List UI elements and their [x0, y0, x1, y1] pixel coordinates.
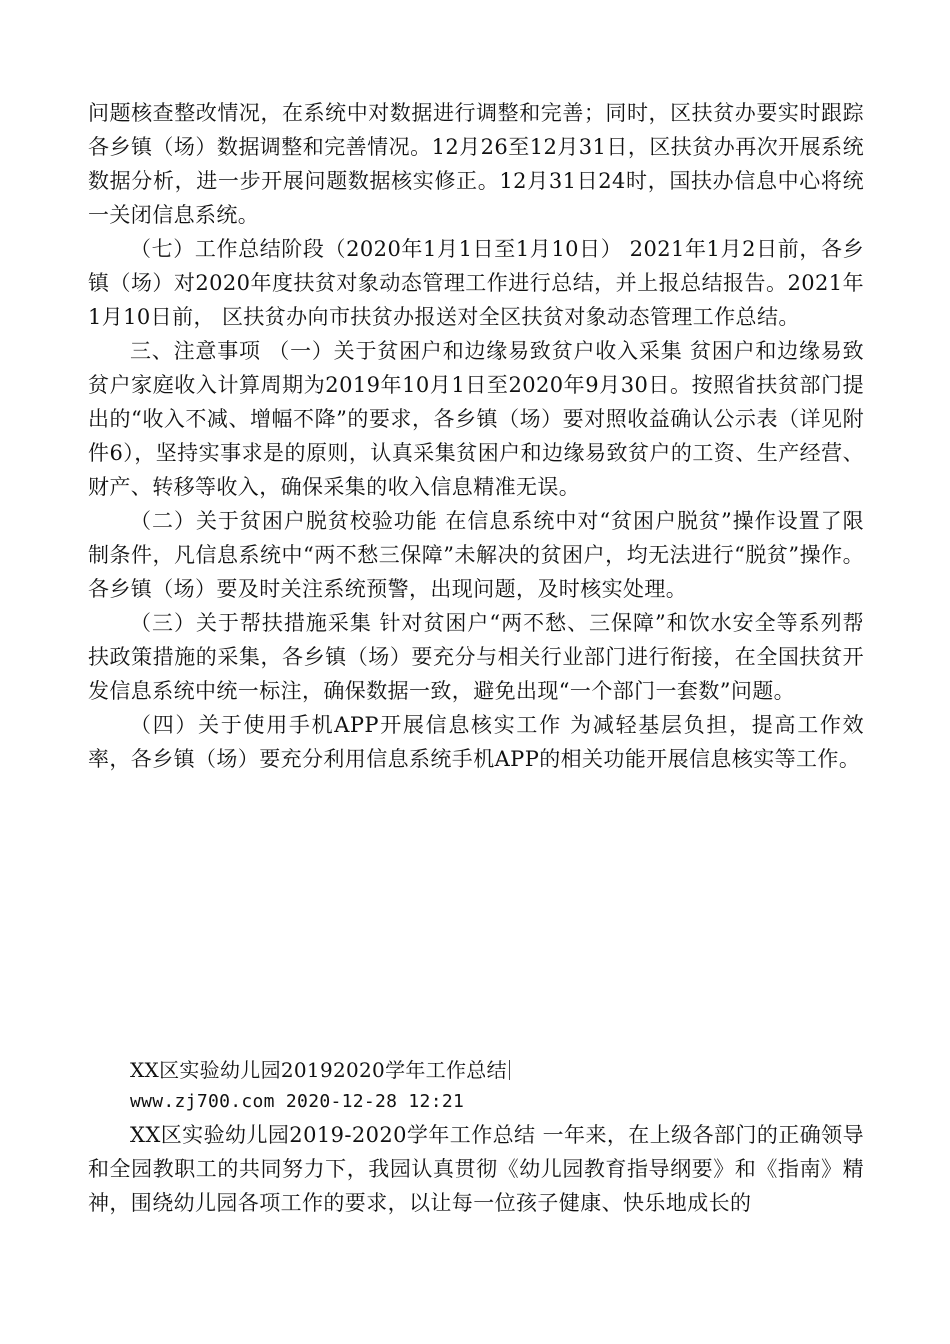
- paragraph: （四）关于使用手机APP开展信息核实工作 为减轻基层负担，提高工作效率，各乡镇（场）要充分利用信息系统手机APP的相关功能开展信息核实等工作。: [88, 713, 864, 771]
- paragraph: （二）关于贫困户脱贫校验功能 在信息系统中对“贫困户脱贫”操作设置了限制条件，凡信息系统中“两不愁三保障”未解决的贫困户，均无法进行“脱贫”操作。各乡镇（场）要及时关注系统预警，出现问题，及时核实处理。: [88, 509, 864, 601]
- paragraph: （三）关于帮扶措施采集 针对贫困户“两不愁、三保障”和饮水安全等系列帮扶政策措施的采集，各乡镇（场）要充分与相关行业部门进行衔接，在全国扶贫开发信息系统中统一标注，确保数据一致，避免出现“一个部门一套数”问题。: [88, 611, 864, 703]
- text-cursor: [509, 1060, 510, 1080]
- article-body: XX区实验幼儿园2019-2020学年工作总结 一年来，在上级各部门的正确领导和全园教职工的共同努力下，我园认真贯彻《幼儿园教育指导纲要》和《指南》精神，围绕幼儿园各项工作的要求，以让每一位孩子健康、快乐地成长的: [88, 1123, 864, 1215]
- article-meta: www.zj700.com 2020-12-28 12:21: [130, 1091, 465, 1112]
- document-body: [88, 96, 864, 776]
- paragraph: 三、注意事项 （一）关于贫困户和边缘易致贫户收入采集 贫困户和边缘易致贫户家庭收入计算周期为2019年10月1日至2020年9月30日。按照省扶贫部门提出的“收入不减、增幅不降”的要求，各乡镇（场）要对照收益确认公示表（详见附件6），坚持实事求是的原则，认真采集贫困户和边缘易致贫户的工资、生产经营、财产、转移等收入，确保采集的收入信息精准无误。: [88, 339, 864, 499]
- paragraph: 问题核查整改情况，在系统中对数据进行调整和完善；同时，区扶贫办要实时跟踪各乡镇（场）数据调整和完善情况。12月26至12月31日，区扶贫办再次开展系统数据分析，进一步开展问题数据核实修正。12月31日24时，国扶办信息中心将统一关闭信息系统。: [88, 101, 864, 227]
- paragraph: （七）工作总结阶段（2020年1月1日至1月10日） 2021年1月2日前，各乡镇（场）对2020年度扶贫对象动态管理工作进行总结，并上报总结报告。2021年1月10日前， 区扶贫办向市扶贫办报送对全区扶贫对象动态管理工作总结。: [88, 237, 864, 329]
- article-section: [88, 1054, 864, 1220]
- article-title: XX区实验幼儿园20192020学年工作总结: [130, 1054, 864, 1086]
